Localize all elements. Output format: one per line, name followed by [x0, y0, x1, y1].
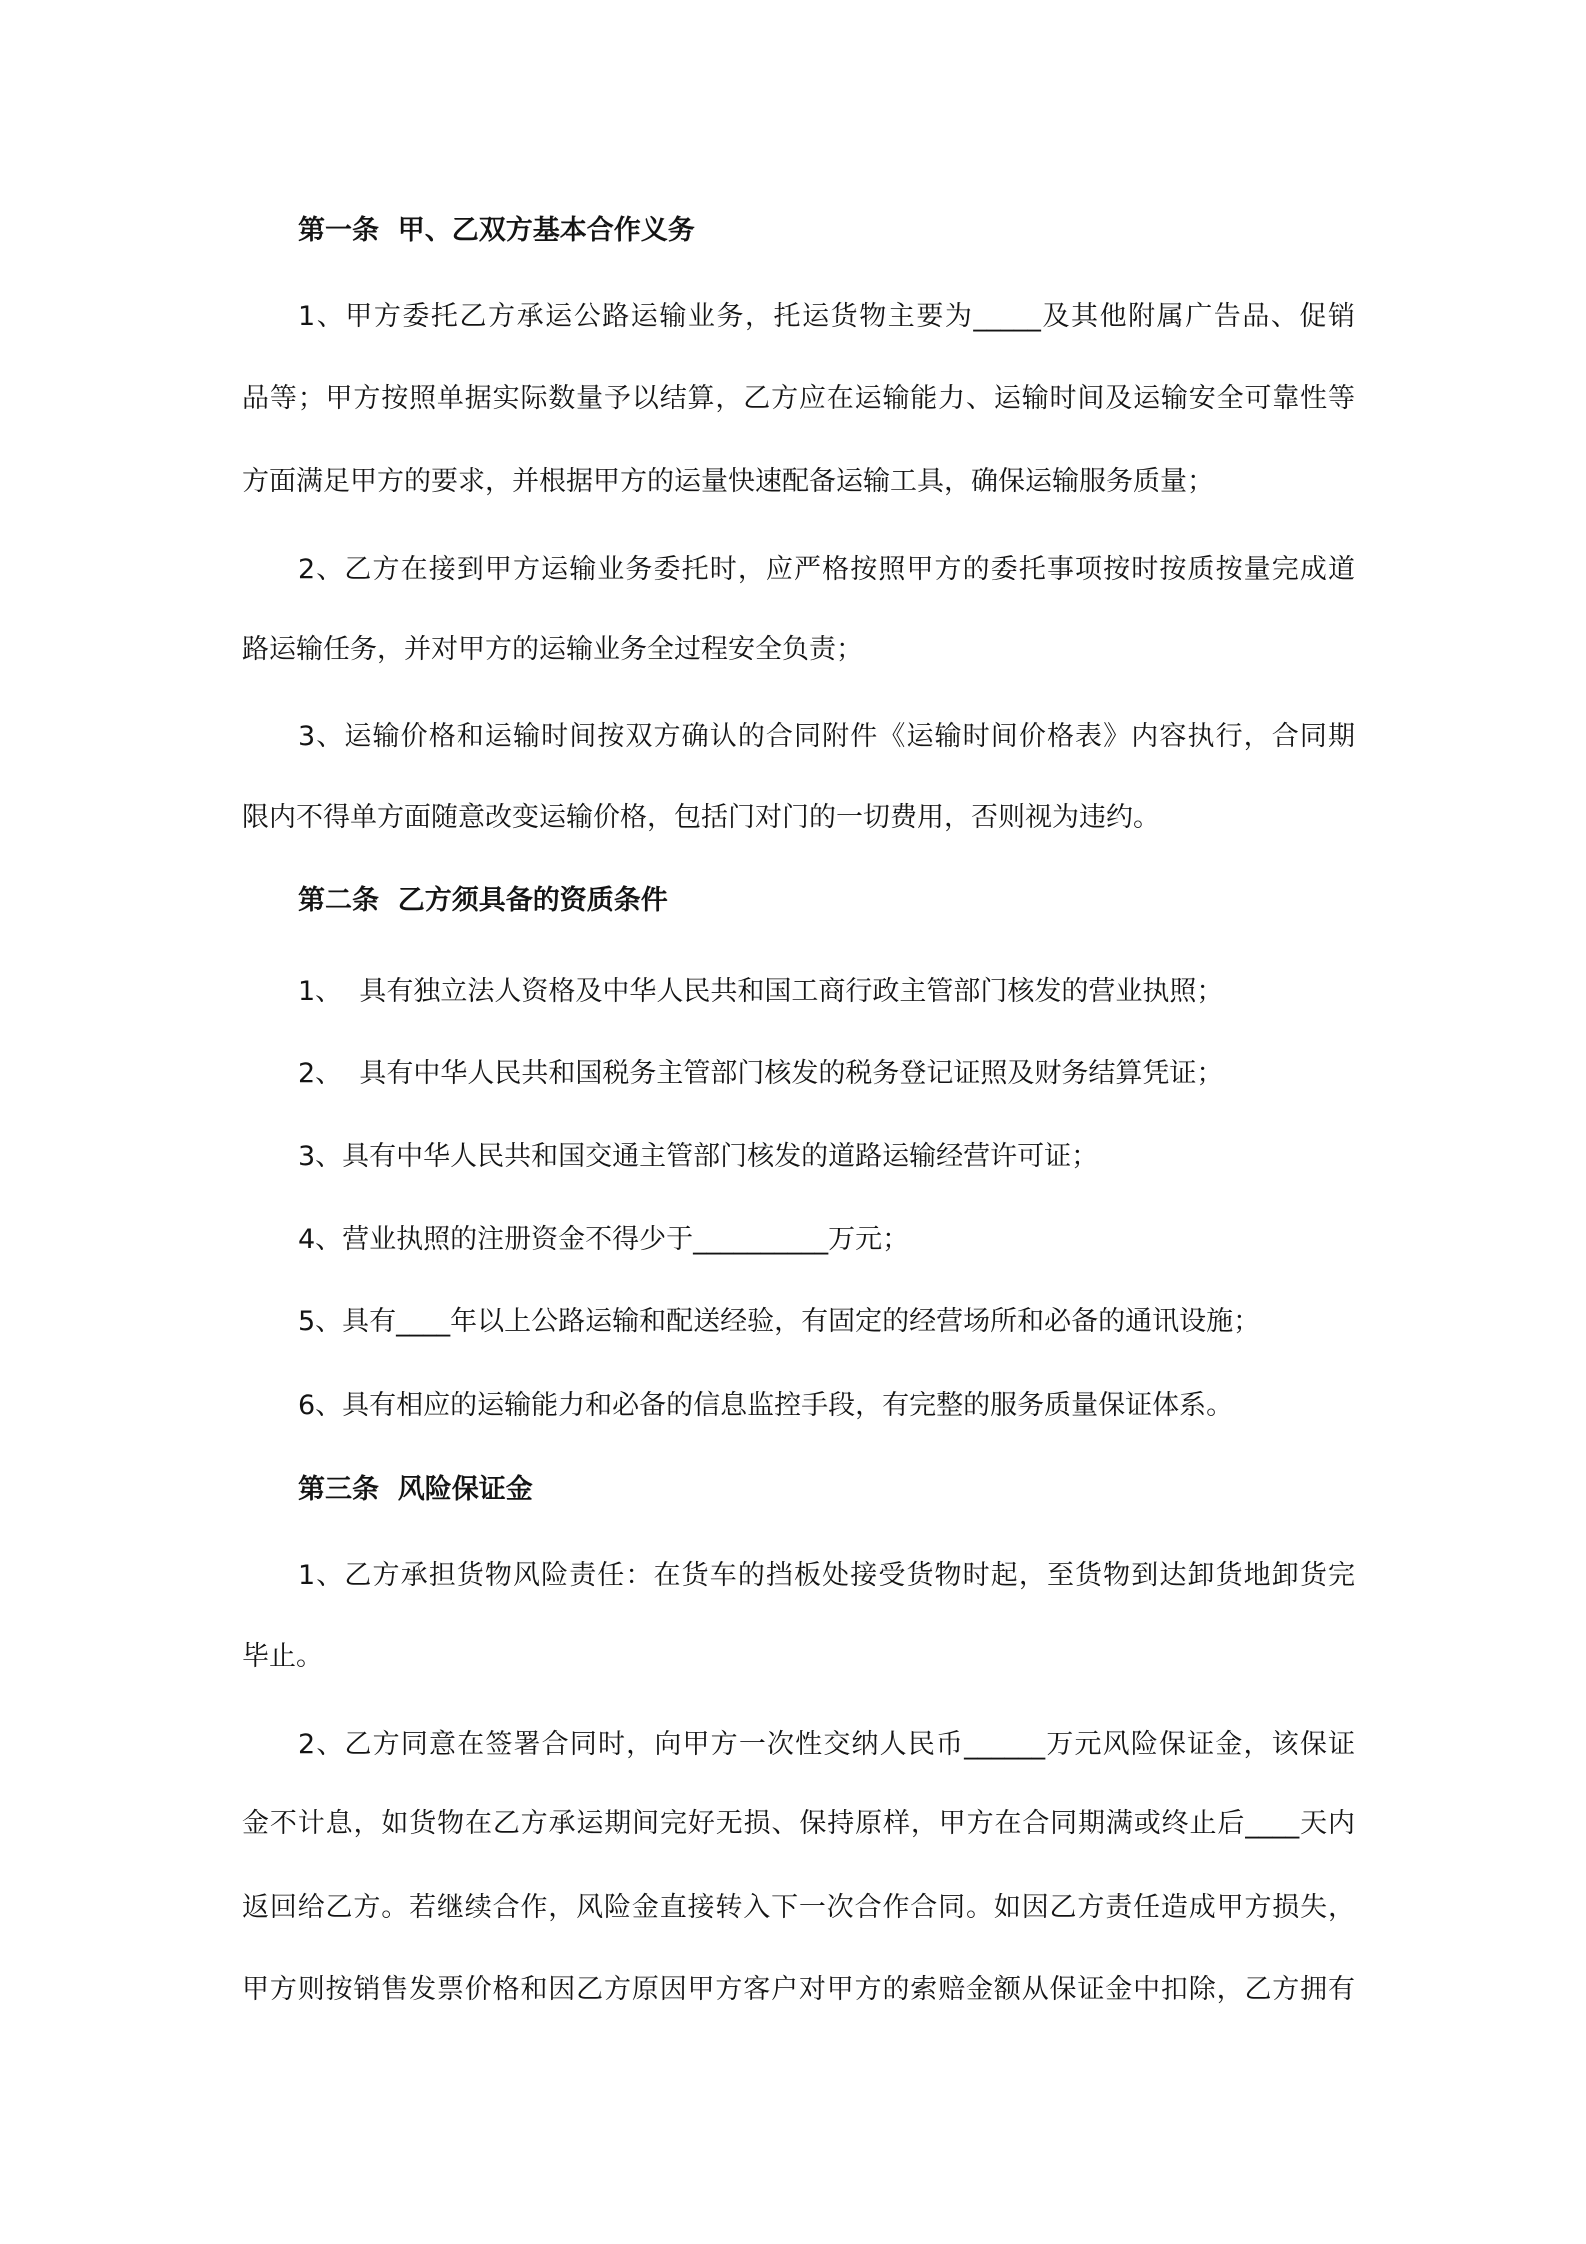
- clause-line: 返回给乙方。若继续合作，风险金直接转入下一次合作合同。如因乙方责任造成甲方损失，: [242, 1892, 1355, 1923]
- clause-line: 1、乙方承担货物风险责任：在货车的挡板处接受货物时起，至货物到达卸货地卸货完: [298, 1560, 1355, 1591]
- clause-line: 品等；甲方按照单据实际数量予以结算，乙方应在运输能力、运输时间及运输安全可靠性等: [242, 383, 1355, 414]
- clause-line: 3、运输价格和运输时间按双方确认的合同附件《运输时间价格表》内容执行，合同期: [298, 721, 1355, 752]
- clause-line: 金不计息，如货物在乙方承运期间完好无损、保持原样，甲方在合同期满或终止后____天内: [242, 1808, 1355, 1839]
- article-3-heading: 第三条 风险保证金: [298, 1474, 533, 1505]
- article-2-heading: 第二条 乙方须具备的资质条件: [298, 885, 668, 916]
- clause-line: 毕止。: [242, 1641, 323, 1672]
- clause-line: 6、具有相应的运输能力和必备的信息监控手段，有完整的服务质量保证体系。: [298, 1390, 1234, 1421]
- clause-line: 甲方则按销售发票价格和因乙方原因甲方客户对甲方的索赔金额从保证金中扣除，乙方拥有: [242, 1974, 1355, 2005]
- clause-line: 限内不得单方面随意改变运输价格，包括门对门的一切费用，否则视为违约。: [242, 802, 1160, 833]
- clause-line: 方面满足甲方的要求，并根据甲方的运量快速配备运输工具，确保运输服务质量；: [242, 466, 1214, 497]
- clause-line: 路运输任务，并对甲方的运输业务全过程安全负责；: [242, 634, 863, 665]
- clause-line: 1、 具有独立法人资格及中华人民共和国工商行政主管部门核发的营业执照；: [298, 976, 1224, 1007]
- clause-line: 2、乙方在接到甲方运输业务委托时，应严格按照甲方的委托事项按时按质按量完成道: [298, 554, 1355, 585]
- clause-line: 5、具有____年以上公路运输和配送经验，有固定的经营场所和必备的通讯设施；: [298, 1306, 1261, 1337]
- clause-line: 2、 具有中华人民共和国税务主管部门核发的税务登记证照及财务结算凭证；: [298, 1058, 1224, 1089]
- article-1-heading: 第一条 甲、乙双方基本合作义务: [298, 215, 695, 246]
- clause-line: 2、乙方同意在签署合同时，向甲方一次性交纳人民币______万元风险保证金，该保证: [298, 1729, 1355, 1760]
- clause-line: 1、甲方委托乙方承运公路运输业务，托运货物主要为_____及其他附属广告品、促销: [298, 301, 1355, 332]
- clause-line: 3、具有中华人民共和国交通主管部门核发的道路运输经营许可证；: [298, 1141, 1099, 1172]
- clause-line: 4、营业执照的注册资金不得少于__________万元；: [298, 1224, 910, 1255]
